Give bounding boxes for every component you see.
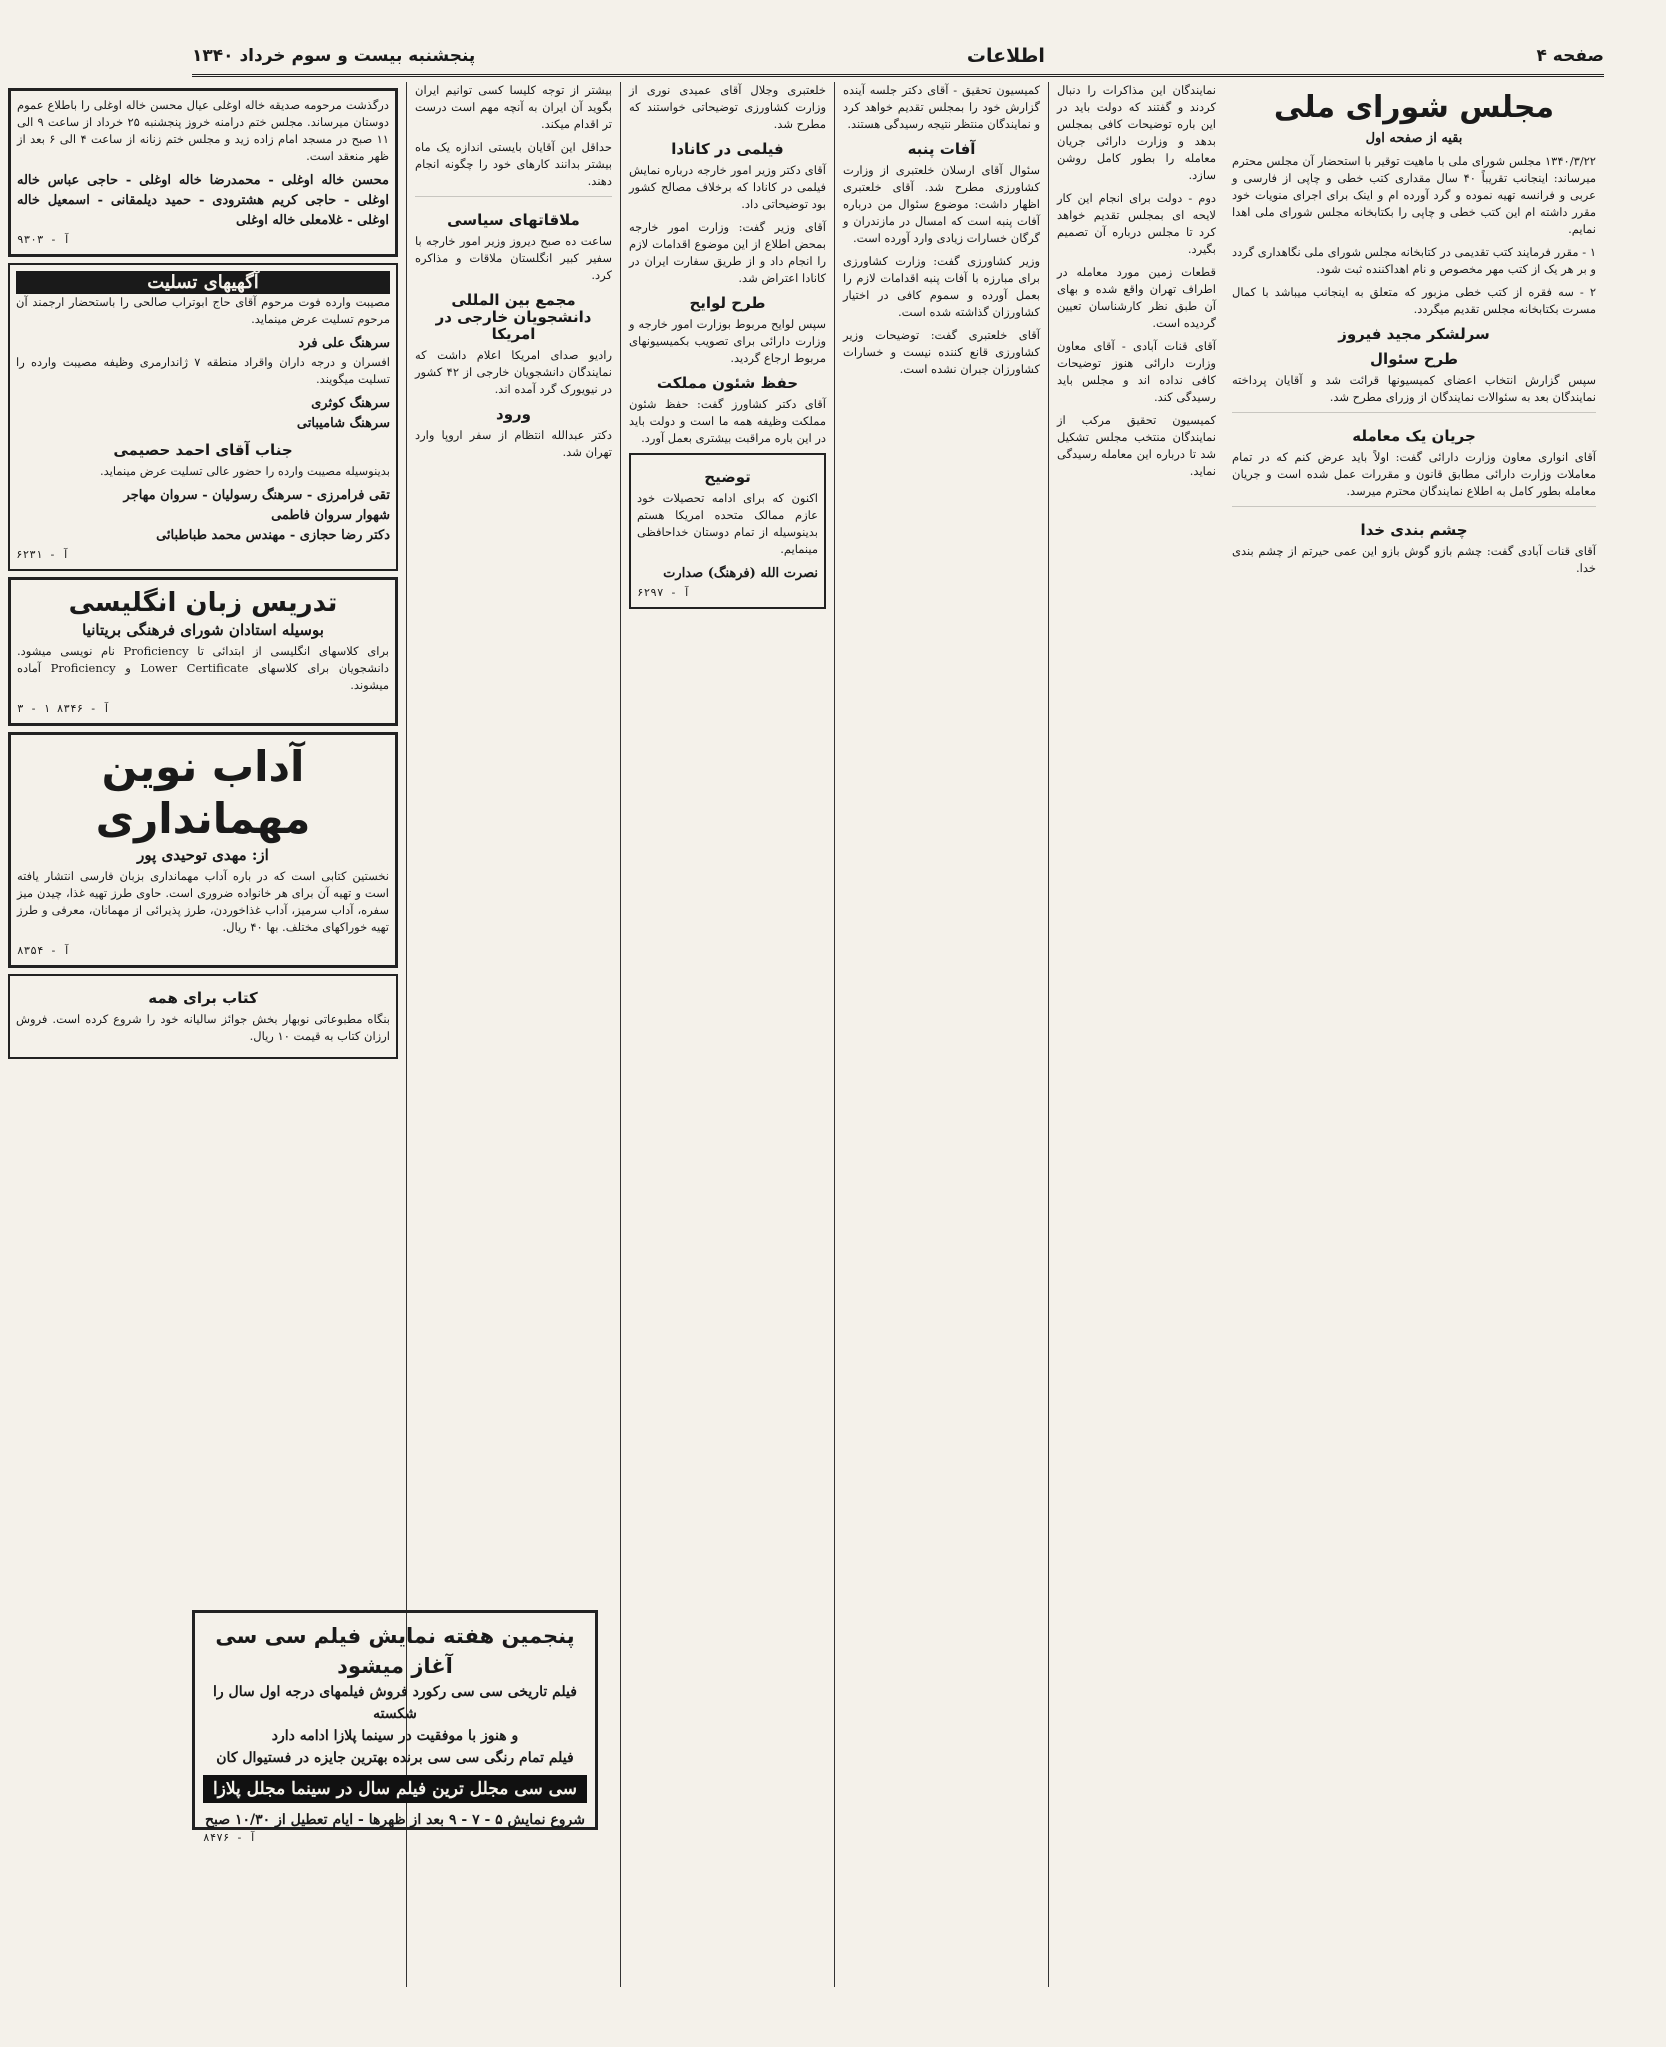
notice-box — [629, 453, 826, 609]
headline-parliament: مجلس شورای ملی — [1273, 90, 1555, 125]
paragraph: ۱۳۴۰/۳/۲۲ مجلس شورای ملی با ماهیت توقیر با استحضار آن مجلس محترم میرساند: اینجانب تقریباً ۴۰ سال مقداری کتب خطی و چاپی از فارسی و عربی و فرانسه تهیه نموده و گرد آورده ام و اینک برای اجرای منویات خود مقرر داشته ام این کتب خطی و چاپی را بکتابخانه مجلس شورای ملی اهدا نمایم. — [1232, 154, 1596, 236]
paragraph: آقای قنات آبادی گفت: چشم بازو گوش بازو این عمی حیرتم از چشم بندی خدا. — [1232, 544, 1596, 575]
section-heading: طرح سئوال — [1370, 350, 1458, 368]
cinema-ad-highlight: سی سی مجلل ترین فیلم سال در سینما مجلل پلازا — [203, 1775, 587, 1803]
cinema-ad-title: پنجمین هفته نمایش فیلم سی سی آغاز میشود — [215, 1624, 575, 1678]
english-ad-title: تدریس زبان انگلیسی — [68, 588, 338, 618]
english-ad-body: برای کلاسهای انگلیسی از ابتدائی تا Proficiency نام نویسی میشود. دانشجویان برای کلاسهای Lower Certificate و Proficiency آماده میشوند. — [17, 644, 389, 692]
ad-code: ۹۳۰۳ - آ — [17, 233, 70, 246]
condolence-text: بدینوسیله مصیبت وارده را حضور عالی تسلیت عرض مینماید. — [99, 464, 390, 478]
paragraph: کمیسیون تحقیق مرکب از نمایندگان منتخب مجلس تشکیل شد تا درباره این معامله رسیدگی نماید. — [1057, 413, 1216, 478]
books-ad-title: کتاب برای همه — [148, 989, 258, 1007]
condolence-signature: سرهنگ علی فرد — [298, 336, 390, 351]
paragraph: سپس لوایح مربوط بوزارت امور خارجه و وزارت دارائی برای تصویب بکمیسیونهای مربوط ارجاع گردید. — [629, 317, 826, 365]
section-heading: طرح لوایح — [689, 294, 766, 312]
section-heading: حفظ شئون مملکت — [656, 374, 799, 392]
mourner-names: محسن خاله اوغلی - محمدرضا خاله اوغلی - حاجی عباس خاله اوغلی - حاجی کریم هشترودی - حمید دیلمقانی - اسمعیل خاله اوغلی - غلامعلی خاله اوغلی — [17, 173, 389, 228]
cinema-showtimes: شروع نمایش ۵ - ۷ - ۹ بعد از ظهرها - ایام تعطیل از ۱۰/۳۰ صبح — [204, 1812, 586, 1828]
english-ad-subtitle: بوسیله استادان شورای فرهنگی بریتانیا — [82, 621, 324, 639]
paragraph: ۲ - سه فقره از کتب خطی مزبور که متعلق به اینجانب میباشد با کمال مسرت بکتابخانه مجلس تقدیم میگردد. — [1232, 285, 1596, 316]
cinema-ad-line: فیلم تاریخی سی سی رکورد فروش فیلمهای درجه اول سال را شکسته — [213, 1684, 577, 1722]
condolences-box — [8, 263, 398, 571]
paragraph: بیشتر از توجه کلیسا کسی توانیم ایران بگوید آن ایران به آنچه مهم است درست تر اقدام میکند. — [415, 83, 612, 131]
paragraph: کمیسیون تحقیق - آقای دکتر جلسه آینده گزارش خود را بمجلس تقدیم خواهد کرد و نمایندگان منتظر نتیجه رسیدگی هستند. — [843, 83, 1040, 131]
paragraph: دوم - دولت برای انجام این کار لایحه ای بمجلس تقدیم خواهد کرد تا مجلس درباره آن تصمیم بگیرد. — [1057, 191, 1216, 256]
book-ad — [8, 732, 398, 968]
condolence-signature: سرهنگ شامیباتی — [296, 416, 390, 431]
column-4 — [834, 82, 1048, 1987]
condolence-signature: سرهنگ کوثری — [311, 396, 390, 411]
paragraph: خلعتبری وجلال آقای عمیدی نوری از وزارت کشاورزی توضیحاتی خواستند که مطرح شد. — [629, 83, 826, 131]
column-parliament — [1224, 82, 1604, 1987]
paragraph: وزیر کشاورزی گفت: وزارت کشاورزی برای مبارزه با آفات پنبه اقدامات لازم را بعمل آورده و سموم کافی در اختیار کشاورزان گذاشته شده است. — [843, 254, 1040, 319]
book-ad-title: آداب نوین مهمانداری — [95, 742, 311, 843]
obituary-text: درگذشت مرحومه صدیقه خاله اوغلی عیال محسن خاله اوغلی را باطلاع عموم دوستان میرساند. مجلس ختم درامنه خروز پنجشنبه ۲۵ خرداد از ساعت ۹ الی ۱۱ صبح در مسجد امام زاده زید و مجلس ختم زنانه از ساعت ۴ الی ۶ بعد از ظهر منعقد است. — [17, 98, 389, 163]
paragraph: آقای خلعتبری گفت: توضیحات وزیر کشاورزی قانع کننده نیست و خسارات کشاورزان جبران نشده است. — [843, 328, 1040, 376]
paragraph: رادیو صدای امریکا اعلام داشت که نمایندگان دانشجویان خارجی از ۴۲ کشور در نیویورک گرد آمده اند. — [415, 348, 612, 396]
masthead — [192, 38, 1604, 77]
section-heading: ملاقاتهای سیاسی — [447, 211, 580, 229]
paragraph: ساعت ده صبح دیروز وزیر امور خارجه با سفیر کبیر انگلستان ملاقات و مذاکره کرد. — [415, 234, 612, 282]
paragraph: دکتر عبدالله انتظام از سفر اروپا وارد تهران شد. — [415, 428, 612, 459]
obituary-box — [8, 88, 398, 257]
paragraph: آقای انواری معاون وزارت دارائی گفت: اولاً باید عرض کنم که در تمام معاملات وزارت دارائی مطابق قانون و مقررات عمل شده است و جریان معامله بطور کامل به اطلاع نمایندگان محترم میرسد. — [1232, 450, 1596, 498]
cinema-ad-line: و هنوز با موفقیت در سینما پلازا ادامه دارد — [271, 1728, 519, 1744]
paragraph: ۱ - مقرر فرمایند کتب تقدیمی در کتابخانه مجلس شورای ملی نگاهداری گردد و بر هر یک از کتب مهر مخصوص و نام اهداکننده ثبت شود. — [1232, 245, 1596, 276]
condolence-text: مصیبت وارده فوت مرحوم آقای حاج ابوتراب صالحی را باستحضار ارجمند آن مرحوم تسلیت عرض مینماید. — [16, 295, 390, 326]
section-heading: آفات پنبه — [907, 140, 976, 158]
notice-signature: نصرت الله (فرهنگ) صدارت — [663, 566, 818, 581]
notice-title: توضیح — [704, 468, 751, 486]
subhead-continued: بقیه از صفحه اول — [1365, 131, 1463, 146]
ad-code: ۸۴۷۶ - آ — [203, 1831, 256, 1844]
paragraph: نمایندگان این مذاکرات را دنبال کردند و گفتند که دولت باید در این باره توضیحات کافی بمجلس بدهد و وزارت دارائی جریان معامله را بطور کامل روشن سازد. — [1057, 83, 1216, 182]
text-lines — [1232, 506, 1596, 514]
section-heading: چشم بندی خدا — [1360, 521, 1468, 539]
book-ad-body: نخستین کتابی است که در باره آداب مهمانداری بزبان فارسی انتشار یافته است و تهیه آن برای هر خانواده ضروری است. حاوی طرز تهیه غذا، چیدن میز سفره، آداب سرمیز، آداب غذاخوردن، طرز پذیرائی از مهمانان، معرفی و طرز تهیه خوراکهای مختلف. بها ۴۰ ریال. — [17, 869, 389, 934]
section-heading: مجمع بین المللی دانشجویان خارجی در امریکا — [435, 291, 592, 343]
ad-code: ۶۲۳۱ - آ — [16, 548, 69, 561]
book-ad-author: از: مهدی توحیدی پور — [137, 846, 269, 864]
books-ad-body: بنگاه مطبوعاتی نوبهار بخش جوائز سالیانه خود را شروع کرده است. فروش ارزان کتاب به قیمت ۱۰ ریال. — [16, 1012, 390, 1043]
condolence-signature: دکتر رضا حجازی - مهندس محمد طباطبائی — [156, 528, 390, 543]
cinema-ad — [192, 1610, 598, 1844]
ad-code: ۸۳۵۴ - آ — [17, 944, 70, 957]
books-for-all-ad — [8, 974, 398, 1059]
paragraph: حداقل این آقایان بایستی اندازه یک ماه بیشتر بدانند کارهای خود را چگونه انجام دهند. — [415, 140, 612, 188]
paragraph: آقای دکتر وزیر امور خارجه درباره نمایش فیلمی در کانادا که برخلاف مصالح کشور بود توضیحاتی داد. — [629, 163, 826, 211]
paragraph: قطعات زمین مورد معامله در اطراف تهران واقع شده و بهای آن طبق نظر کارشناسان تعیین گردیده است. — [1057, 265, 1216, 330]
condolence-signature: تقی فرامرزی - سرهنگ رسولیان - سروان مهاجر — [123, 488, 390, 503]
section-heading: جریان یک معامله — [1352, 427, 1476, 445]
paper-name: اطلاعات — [966, 45, 1045, 67]
cinema-ad-line: فیلم تمام رنگی سی سی برنده بهترین جایزه در فستیوال کان — [216, 1750, 574, 1766]
condolences-title: آگهیهای تسلیت — [16, 271, 390, 294]
paragraph: سپس گزارش انتخاب اعضای کمیسیونها قرائت شد و آقایان پرداخته نمایندگان بعد به سئوالات نمایندگان از وزرای مطرح شد. — [1232, 373, 1596, 404]
paragraph: آقای وزیر گفت: وزارت امور خارجه بمحض اطلاع از این موضوع اقدامات لازم را انجام داد و از طریق سفارت ایران در کانادا اعتراض شد. — [629, 220, 826, 285]
section-heading: فیلمی در کانادا — [671, 140, 784, 158]
column-5 — [1048, 82, 1224, 1987]
section-heading: ورود — [496, 405, 531, 423]
signature: سرلشکر مجید فیروز — [1338, 325, 1490, 343]
condolence-signature: شهوار سروان فاطمی — [271, 508, 390, 523]
text-lines — [415, 196, 612, 204]
text-lines — [1232, 412, 1596, 420]
paragraph: آقای قنات آبادی - آقای معاون وزارت دارائی هنوز توضیحات کافی نداده اند و مجلس باید رسیدگی کند. — [1057, 339, 1216, 404]
paragraph: سئوال آقای ارسلان خلعتبری از وزارت کشاورزی مطرح شد. آقای خلعتبری اظهار داشت: موضوع سئوال من درباره آفات پنبه است که امسال در مازندران و گرگان خسارات زیادی وارد آورده است. — [843, 163, 1040, 245]
page-label: صفحه ۴ — [1536, 46, 1604, 66]
ad-code: ۶۲۹۷ - آ — [637, 586, 690, 599]
date-line: پنجشنبه بیست و سوم خرداد ۱۳۴۰ — [192, 46, 476, 66]
ad-code: ۳ - ۱ آ - ۸۳۴۶ — [17, 702, 110, 715]
newspaper-page — [16, 0, 1666, 2047]
paragraph: آقای دکتر کشاورز گفت: حفظ شئون مملکت وظیفه همه ما است و دولت باید در این باره مراقبت بیشتری بعمل آورد. — [629, 397, 826, 445]
english-course-ad — [8, 577, 398, 726]
notice-body: اکنون که برای ادامه تحصیلات خود عازم ممالک متحده امریکا هستم بدینوسیله از تمام دوستان خداحافظی مینمایم. — [637, 491, 818, 556]
condolence-text: افسران و درجه داران واقراد منطقه ۷ ژاندارمری وظیفه مصیبت وارده را تسلیت میگویند. — [16, 355, 390, 386]
column-3 — [620, 82, 834, 1987]
condolence-heading: جناب آقای احمد حصیمی — [113, 441, 293, 459]
